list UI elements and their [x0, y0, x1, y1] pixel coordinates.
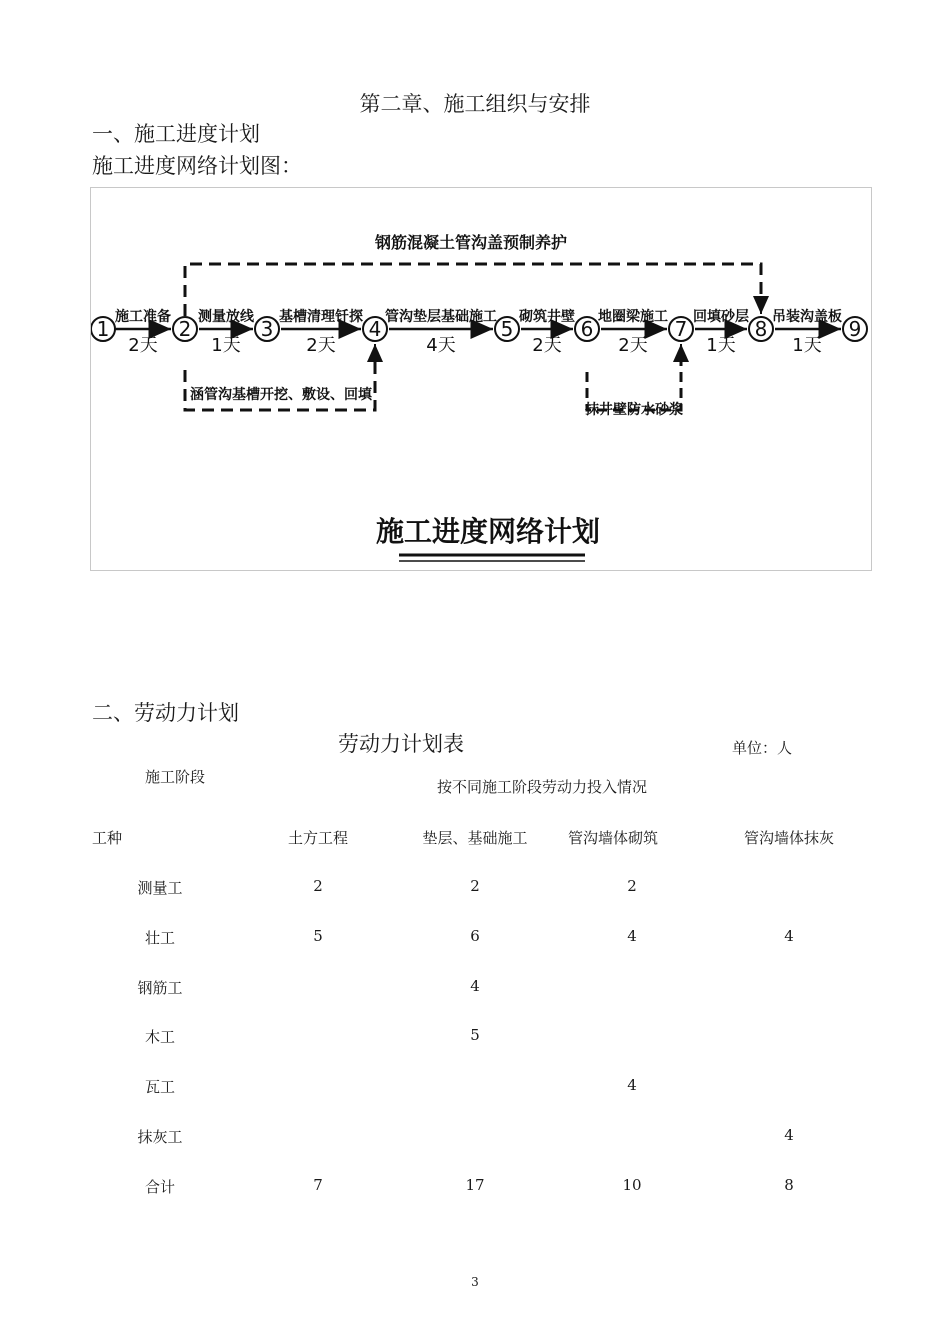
- header-span: 按不同施工阶段劳动力投入情况: [437, 778, 648, 796]
- row-label: 钢筋工: [137, 979, 183, 997]
- activity-3-name: 基槽清理钎探: [279, 309, 363, 325]
- activity-5-name: 砌筑井壁: [519, 309, 575, 325]
- activity-4-name: 管沟垫层基础施工: [385, 309, 497, 325]
- activity-8-duration: 1天: [792, 335, 822, 356]
- table-cell: 4: [627, 1076, 637, 1094]
- node-5-label: 5: [500, 317, 514, 341]
- row-label: 抹灰工: [137, 1128, 183, 1146]
- node-6-label: 6: [580, 317, 594, 341]
- activity-6-name: 地圈梁施工: [598, 309, 668, 325]
- table-cell-total: 7: [313, 1176, 323, 1194]
- table-cell: 2: [627, 877, 637, 895]
- column-header: 土方工程: [287, 829, 348, 847]
- node-2-label: 2: [178, 317, 192, 341]
- table-cell: 4: [784, 1126, 794, 1144]
- table-cell: 4: [627, 927, 637, 945]
- column-header: 管沟墙体砌筑: [567, 829, 658, 847]
- section1-heading: 一、施工进度计划: [92, 122, 260, 146]
- table-cell: 5: [470, 1026, 480, 1044]
- table-cell: 6: [470, 927, 480, 945]
- node-9-label: 9: [848, 317, 862, 341]
- activity-2-duration: 1天: [211, 335, 241, 356]
- activity-6-duration: 2天: [618, 335, 648, 356]
- row-label: 瓦工: [144, 1078, 175, 1096]
- activity-8-name: 吊装沟盖板: [772, 309, 842, 325]
- table-cell: 2: [470, 877, 480, 895]
- right-branch-label: 抹井壁防水砂浆: [585, 402, 683, 418]
- activity-7-duration: 1天: [706, 335, 736, 356]
- activity-2-name: 测量放线: [198, 309, 254, 325]
- chapter-title: 第二章、施工组织与安排: [359, 92, 591, 116]
- node-8-label: 8: [754, 317, 768, 341]
- left-branch-label: 涵管沟基槽开挖、敷设、回填: [190, 387, 372, 403]
- section2-heading: 二、劳动力计划: [92, 701, 239, 725]
- table-cell-total: 10: [622, 1176, 642, 1194]
- table-title: 劳动力计划表: [338, 732, 464, 756]
- table-cell-total: 8: [784, 1176, 794, 1194]
- activity-1-duration: 2天: [128, 335, 158, 356]
- node-3-label: 3: [260, 317, 274, 341]
- diagram-caption: 施工进度网络计划: [375, 515, 601, 548]
- node-4-label: 4: [368, 317, 382, 341]
- table-cell: 5: [313, 927, 323, 945]
- row-label: 测量工: [137, 879, 183, 897]
- header-type: 工种: [92, 829, 123, 847]
- row-label: 木工: [144, 1028, 175, 1046]
- page-number: 3: [471, 1275, 479, 1289]
- column-header: 管沟墙体抹灰: [743, 829, 834, 847]
- activity-1-name: 施工准备: [115, 309, 171, 325]
- table-unit: 单位：人: [732, 739, 793, 757]
- network-diagram-svg: [91, 188, 873, 572]
- activity-3-duration: 2天: [306, 335, 336, 356]
- row-label-total: 合计: [144, 1178, 175, 1196]
- table-cell-total: 17: [465, 1176, 485, 1194]
- activity-7-name: 回填砂层: [693, 309, 749, 325]
- row-label: 壮工: [144, 929, 175, 947]
- header-stage: 施工阶段: [145, 768, 206, 786]
- top-activity-label: 钢筋混凝土管沟盖预制养护: [374, 233, 568, 252]
- node-1-label: 1: [96, 317, 110, 341]
- table-cell: 2: [313, 877, 323, 895]
- column-header: 垫层、基础施工: [422, 829, 528, 847]
- table-cell: 4: [470, 977, 480, 995]
- table-cell: 4: [784, 927, 794, 945]
- section1-subheading: 施工进度网络计划图：: [92, 154, 302, 178]
- activity-5-duration: 2天: [532, 335, 562, 356]
- network-diagram: [90, 187, 872, 571]
- node-7-label: 7: [674, 317, 688, 341]
- activity-4-duration: 4天: [426, 335, 456, 356]
